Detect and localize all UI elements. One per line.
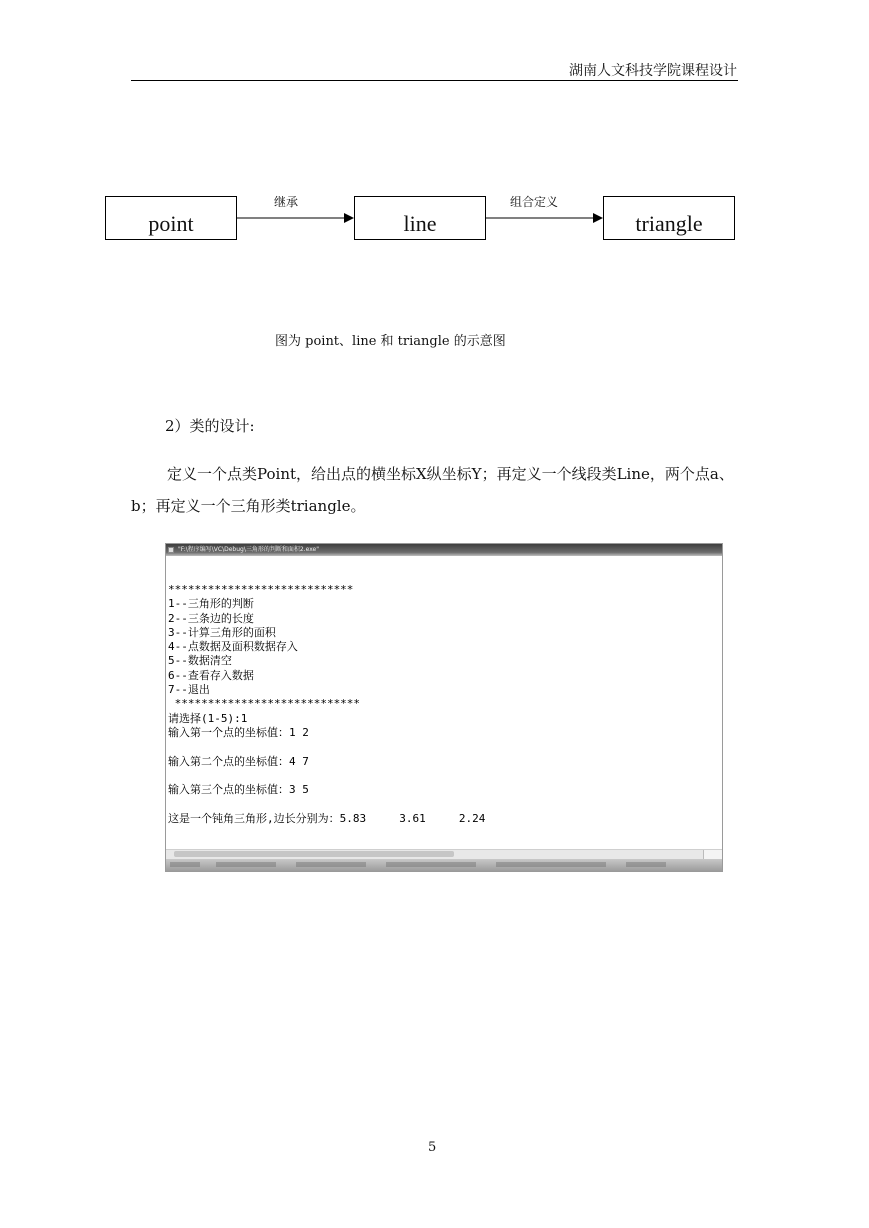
console-line: 输入第一个点的坐标值：1 2 <box>168 725 309 739</box>
scrollbar-thumb <box>174 851 454 857</box>
console-output <box>166 556 722 826</box>
console-line <box>168 797 722 811</box>
console-window-icon <box>168 547 174 553</box>
console-line: 5--数据清空 <box>168 654 232 668</box>
diagram-arrows <box>0 0 869 300</box>
edge-label-compose: 组合定义 <box>510 195 559 209</box>
console-line: **************************** <box>168 697 361 711</box>
console-line: 6--查看存入数据 <box>168 668 254 682</box>
arrow-inherit <box>237 213 354 223</box>
taskbar-item <box>386 862 476 867</box>
arrow-compose <box>486 213 603 223</box>
console-line <box>168 740 722 754</box>
console-line: 3--计算三角形的面积 <box>168 625 276 639</box>
edge-label-inherit: 继承 <box>274 195 299 209</box>
header-title: 湖南人文科技学院课程设计 <box>569 63 737 79</box>
console-line: 输入第二个点的坐标值：4 7 <box>168 754 309 768</box>
taskbar-item <box>626 862 666 867</box>
section-paragraph: 定义一个点类Point，给出点的横坐标X纵坐标Y；再定义一个线段类Line，两个点a、b；再定义一个三角形类triangle。 <box>131 465 734 515</box>
scrollbar-right-tab <box>703 850 722 859</box>
figure-caption: 图为 point、line 和 triangle 的示意图 <box>275 334 506 349</box>
console-taskbar <box>166 859 722 871</box>
console-titlebar <box>166 544 722 556</box>
console-line: **************************** <box>168 583 354 596</box>
page-number: 5 <box>428 1140 437 1155</box>
taskbar-item <box>496 862 606 867</box>
console-line <box>168 769 722 783</box>
node-line: line <box>354 196 486 240</box>
taskbar-item <box>296 862 366 867</box>
console-line: 输入第三个点的坐标值：3 5 <box>168 783 309 797</box>
console-line: 7--退出 <box>168 683 210 697</box>
console-line: 这是一个钝角三角形,边长分别为：5.83 3.61 2.24 <box>168 811 486 825</box>
console-window-screenshot <box>165 543 723 872</box>
console-line: 4--点数据及面积数据存入 <box>168 640 298 654</box>
node-triangle: triangle <box>603 196 735 240</box>
section-title: 2）类的设计: <box>165 417 255 435</box>
console-title: "F:\程序编写\VC\Debug\三角形的判断和面积2.exe" <box>178 546 320 553</box>
taskbar-item <box>170 862 200 867</box>
console-line: 请选择(1-5):1 <box>168 711 248 725</box>
console-line: 1--三角形的判断 <box>168 597 254 611</box>
node-point: point <box>105 196 237 240</box>
taskbar-item <box>216 862 276 867</box>
console-horizontal-scrollbar <box>166 849 722 859</box>
console-line: 2--三条边的长度 <box>168 611 254 625</box>
